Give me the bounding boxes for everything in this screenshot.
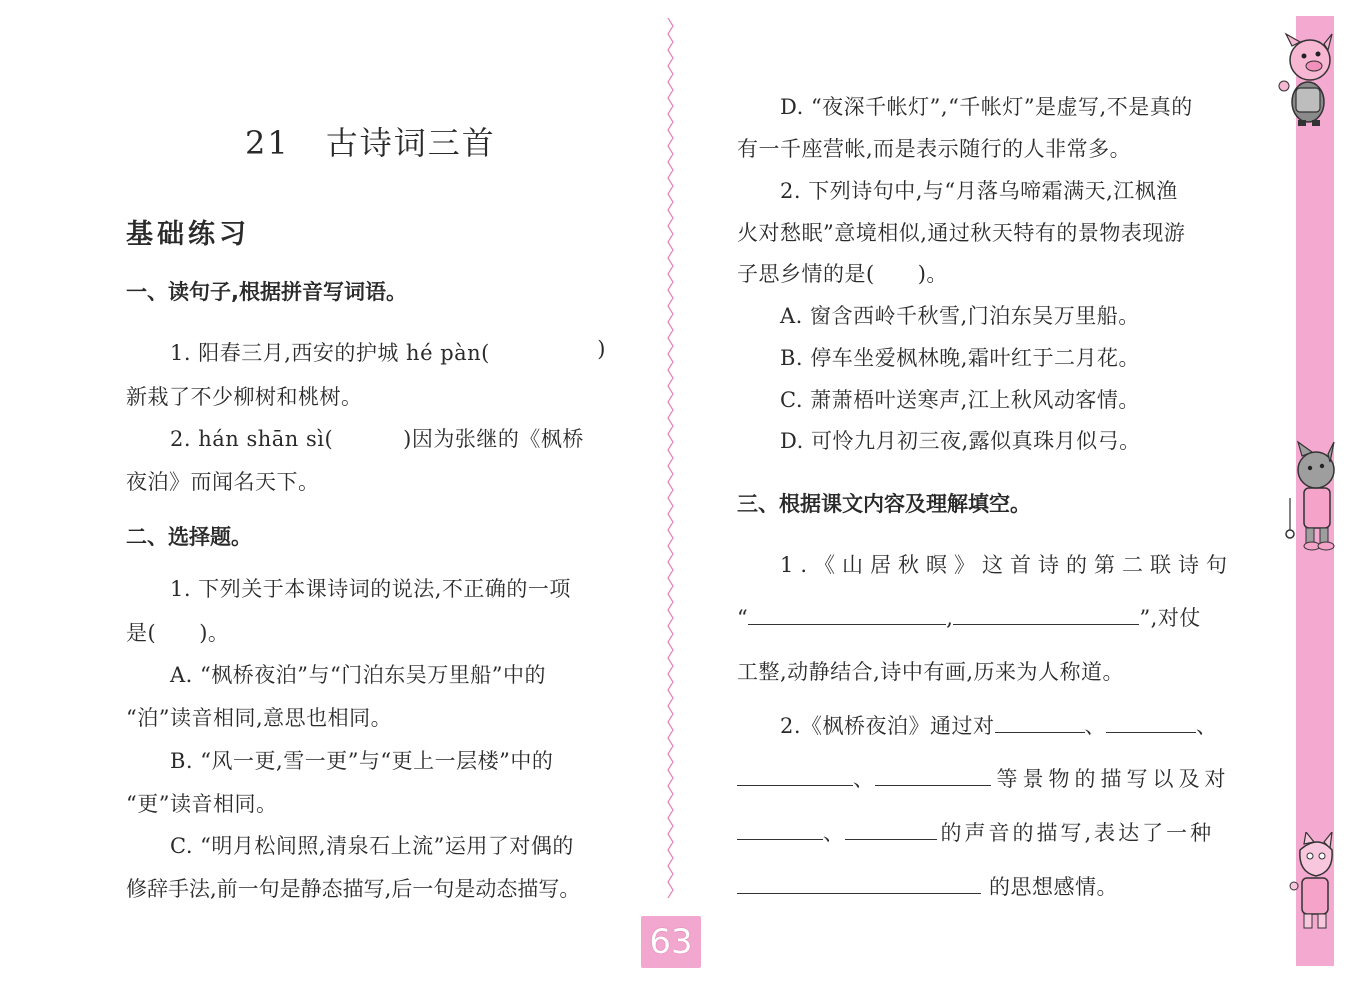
part1-heading: 一、读句子,根据拼音写词语。	[126, 280, 407, 304]
part3-q2-line2-text: 等景物的描写以及对	[996, 767, 1231, 791]
lesson-title-text: 古诗词三首	[325, 124, 496, 162]
part2-q2-optD: D. 可怜九月初三夜,露似真珠月似弓。	[780, 429, 1141, 453]
part3-heading: 三、根据课文内容及理解填空。	[737, 492, 1031, 516]
blank-sound-1[interactable]	[737, 821, 823, 840]
page-number: 63	[641, 916, 701, 968]
part2-q2-line3: 子思乡情的是( )。	[737, 262, 948, 286]
part2-optA-line1: A. “枫桥夜泊”与“门泊东吴万里船”中的	[170, 663, 546, 687]
part2-q1-line1: 1. 下列关于本课诗词的说法,不正确的一项	[170, 577, 571, 601]
part1-q2-prompt: 2. hán shān sì(	[170, 427, 334, 451]
part3-q2-prompt: 2.《枫桥夜泊》通过对	[780, 714, 995, 738]
blank-scenery-1[interactable]	[995, 714, 1085, 733]
part2-q2-line1: 2. 下列诗句中,与“月落乌啼霜满天,江枫渔	[780, 179, 1178, 203]
part3-q1-line3: 工整,动静结合,诗中有画,历来为人称道。	[737, 660, 1125, 684]
comma: ,	[946, 606, 954, 630]
part2-optA-line2: “泊”读音相同,意思也相同。	[126, 706, 393, 730]
part2-optB-line2: “更”读音相同。	[126, 792, 278, 816]
blank-sound-2[interactable]	[845, 821, 937, 840]
lesson-title	[245, 118, 496, 164]
blank-poem-line-2[interactable]	[953, 606, 1139, 625]
part1-q1-line1	[170, 337, 606, 367]
part1-q2-rest: )因为张继的《枫桥	[403, 427, 584, 451]
blank-scenery-4[interactable]	[875, 767, 991, 786]
close-quote-rest: ”,对仗	[1139, 606, 1201, 630]
part2-optC-line1: C. “明月松间照,清泉石上流”运用了对偶的	[170, 834, 574, 858]
part2-q2-line2: 火对愁眠”意境相似,通过秋天特有的景物表现游	[737, 221, 1186, 245]
part1-q1-close: )	[597, 337, 606, 361]
part2-optB-line1: B. “风一更,雪一更”与“更上一层楼”中的	[170, 749, 554, 773]
part2-q2-optC: C. 萧萧梧叶送寒声,江上秋风动客情。	[780, 388, 1140, 412]
left-page	[0, 0, 660, 985]
part3-q2-line3	[737, 817, 1214, 847]
part3-q2-line4-text: 的思想感情。	[989, 875, 1118, 899]
sep: 、	[823, 821, 845, 845]
fox-mascot-icon	[1284, 832, 1340, 932]
part2-q2-optB: B. 停车坐爱枫林晚,霜叶红于二月花。	[780, 346, 1140, 370]
wolf-mascot-icon	[1284, 440, 1340, 552]
section-title: 基础练习	[126, 219, 250, 250]
sep: 、	[1196, 714, 1218, 738]
pig-mascot-icon	[1276, 30, 1340, 128]
blank-poem-line-1[interactable]	[748, 606, 946, 625]
part1-q1-line2: 新栽了不少柳树和桃树。	[126, 385, 363, 409]
blank-scenery-3[interactable]	[737, 767, 853, 786]
part2-optD-line1: D. “夜深千帐灯”,“千帐灯”是虚写,不是真的	[780, 95, 1193, 119]
part3-q2-line2	[737, 763, 1231, 793]
lesson-number: 21	[245, 124, 290, 162]
part2-heading: 二、选择题。	[126, 525, 252, 549]
part3-q2-line4	[737, 871, 1118, 901]
part2-q2-optA: A. 窗含西岭千秋雪,门泊东吴万里船。	[780, 304, 1140, 328]
sep: 、	[853, 767, 875, 791]
part1-q2-line2: 夜泊》而闻名天下。	[126, 470, 320, 494]
part3-q2-line1	[780, 710, 1218, 740]
center-divider	[664, 18, 678, 898]
part1-q1-prompt: 1. 阳春三月,西安的护城 hé pàn(	[170, 341, 490, 365]
part3-q2-line3-text: 的声音的描写,表达了一种	[940, 821, 1215, 845]
blank-feeling[interactable]	[737, 875, 981, 894]
part2-q1-line2: 是( )。	[126, 621, 230, 645]
part1-q2-line1	[170, 423, 584, 453]
part2-optC-line2: 修辞手法,前一句是静态描写,后一句是动态描写。	[126, 877, 581, 901]
part2-optD-line2: 有一千座营帐,而是表示随行的人非常多。	[737, 137, 1132, 161]
part3-q1-line2	[737, 602, 1201, 632]
part3-q1-line1: 1.《山居秋暝》这首诗的第二联诗句	[780, 553, 1235, 577]
open-quote: “	[737, 606, 749, 630]
blank-scenery-2[interactable]	[1106, 714, 1196, 733]
sep: 、	[1084, 714, 1107, 738]
